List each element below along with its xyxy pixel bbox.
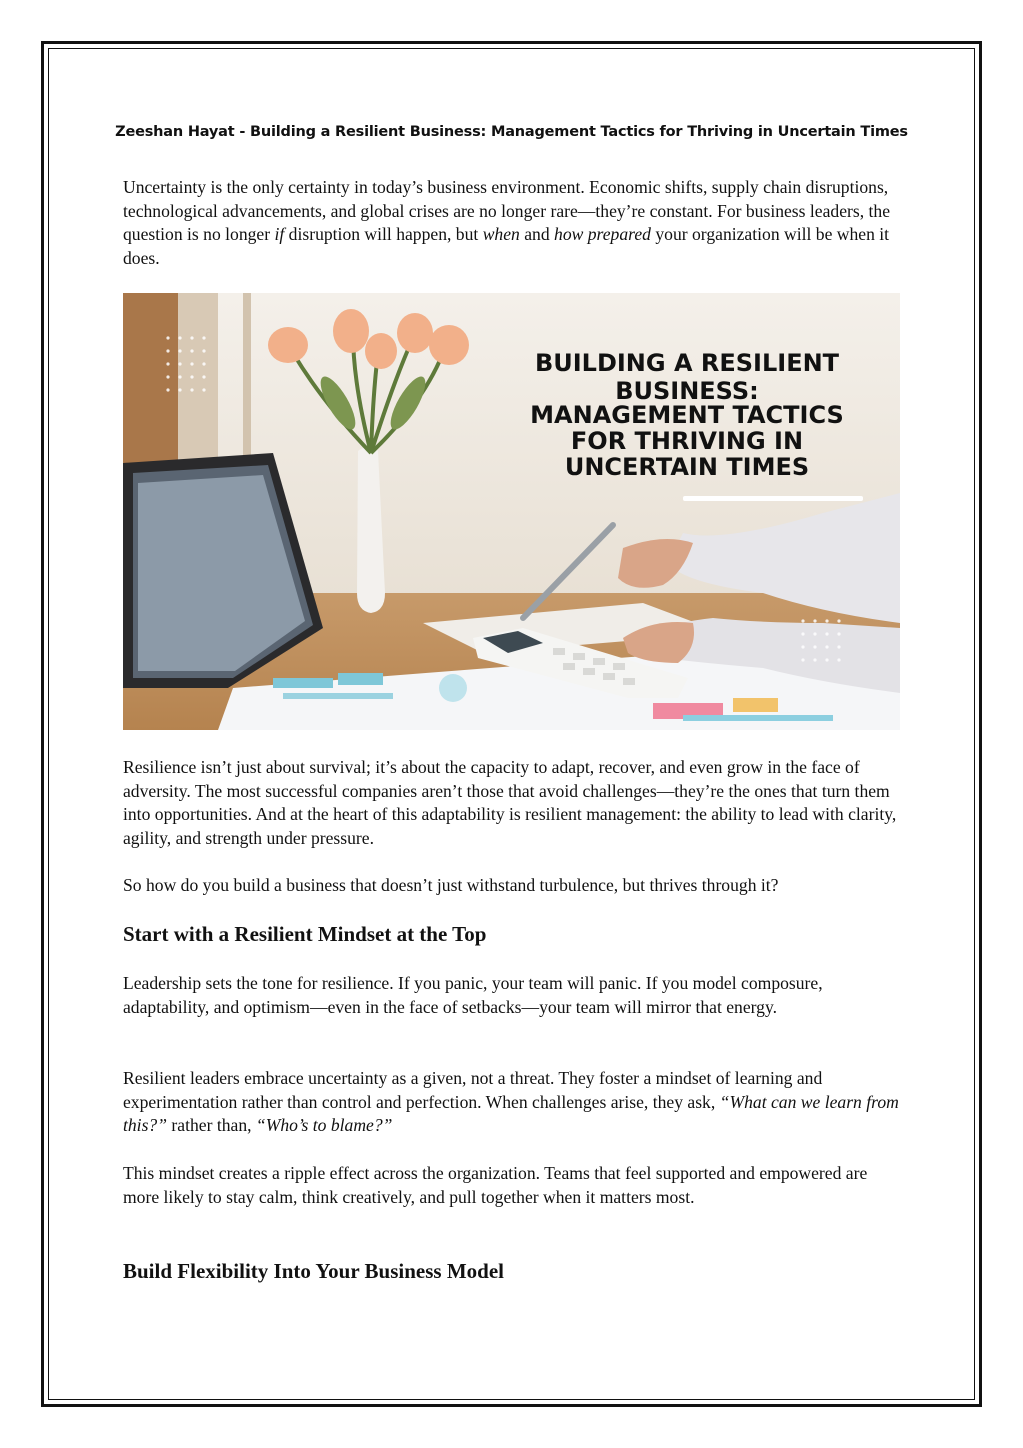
hero-overlay-line-2: BUSINESS:	[615, 377, 759, 405]
leadership-paragraph: Leadership sets the tone for resilience. If you panic, your team will panic. If you model composure, adaptability, and optimism—even in the face of setbacks—your team will mirror that energy.	[123, 973, 823, 1017]
hero-image	[123, 293, 900, 730]
hero-overlay-line-3: MANAGEMENT TACTICS	[530, 401, 844, 429]
hero-overlay-line-5: UNCERTAIN TIMES	[564, 453, 810, 481]
ripple-paragraph: This mindset creates a ripple effect across the organization. Teams that feel supported and empowered are more likely to stay calm, think creatively, and pull together when it matters most.	[123, 1163, 868, 1207]
section-heading-flexibility: Build Flexibility Into Your Business Model	[123, 1259, 504, 1283]
question-paragraph: So how do you build a business that doesn’t just withstand turbulence, but thrives through it?	[123, 875, 779, 895]
leaders-paragraph: Resilient leaders embrace uncertainty as a given, not a threat. They foster a mindset of learning and experimentation rather than control and perfection. When challenges arise, they ask, “What can we learn from this?” rather than, “Who’s to blame?”	[123, 1068, 899, 1135]
hero-overlay-line-1: BUILDING A RESILIENT	[534, 349, 840, 377]
document-title: Zeeshan Hayat - Building a Resilient Business: Management Tactics for Thriving in Uncertain Times	[115, 124, 908, 140]
section-heading-mindset: Start with a Resilient Mindset at the Top	[123, 922, 487, 946]
resilience-paragraph: Resilience isn’t just about survival; it’s about the capacity to adapt, recover, and even grow in the face of adversity. The most successful companies aren’t those that avoid challenges—they’re the ones that turn them into opportunities. And at the heart of this adaptability is resilient management: the ability to lead with clarity, agility, and strength under pressure.	[123, 757, 897, 848]
intro-paragraph: Uncertainty is the only certainty in today’s business environment. Economic shifts, supply chain disruptions, technological advancements, and global crises are no longer rare—they’re constant. For business leaders, the question is no longer if disruption will happen, but when and how prepared your organization will be when it does.	[123, 177, 891, 268]
hero-overlay-line-4: FOR THRIVING IN	[570, 427, 804, 455]
